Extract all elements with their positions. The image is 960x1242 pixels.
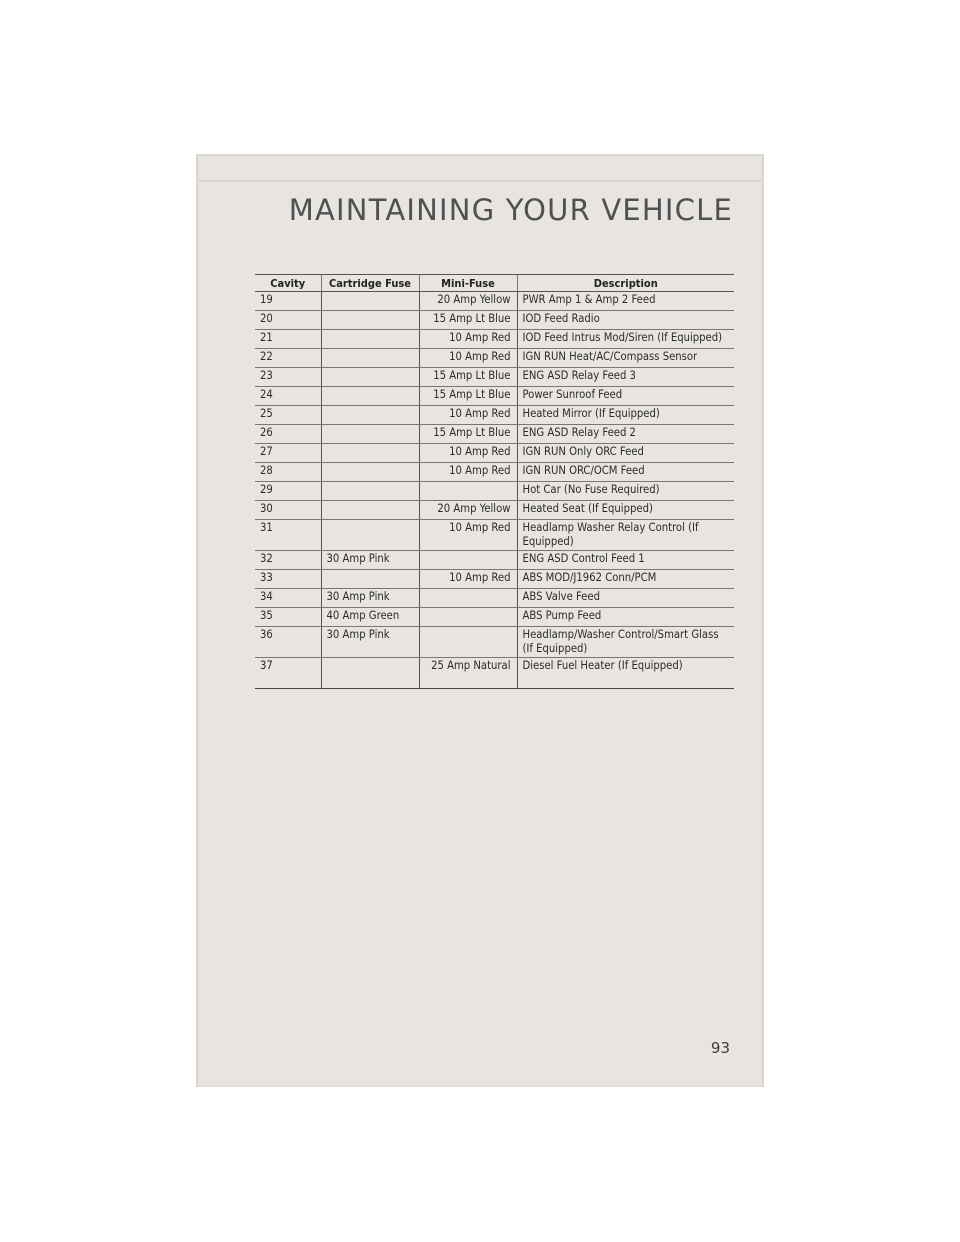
description-cell: Heated Seat (If Equipped)	[517, 501, 734, 520]
mini-fuse-cell: 15 Amp Lt Blue	[419, 368, 517, 387]
cartridge-fuse-cell	[321, 349, 419, 368]
table-row	[255, 501, 734, 520]
cartridge-fuse-cell: 30 Amp Pink	[321, 589, 419, 608]
mini-fuse-cell: 25 Amp Natural	[419, 658, 517, 689]
cartridge-fuse-cell	[321, 444, 419, 463]
description-cell: ABS Pump Feed	[517, 608, 734, 627]
description-cell: Headlamp Washer Relay Control (If Equipped)	[517, 520, 734, 551]
page-edge-right	[762, 155, 763, 1086]
mini-fuse-cell: 10 Amp Red	[419, 463, 517, 482]
cavity-cell: 23	[255, 368, 321, 387]
cavity-cell: 22	[255, 349, 321, 368]
table-row	[255, 406, 734, 425]
description-cell: Power Sunroof Feed	[517, 387, 734, 406]
fuse-table-body	[255, 292, 734, 689]
mini-fuse-cell: 20 Amp Yellow	[419, 501, 517, 520]
table-header-row	[255, 275, 734, 292]
description-cell: PWR Amp 1 & Amp 2 Feed	[517, 292, 734, 311]
cavity-cell: 36	[255, 627, 321, 658]
cartridge-fuse-cell	[321, 311, 419, 330]
table-row	[255, 425, 734, 444]
mini-fuse-cell: 15 Amp Lt Blue	[419, 387, 517, 406]
table-row	[255, 589, 734, 608]
mini-fuse-cell: 10 Amp Red	[419, 520, 517, 551]
cartridge-fuse-cell: 30 Amp Pink	[321, 551, 419, 570]
cartridge-fuse-cell	[321, 463, 419, 482]
cavity-cell: 35	[255, 608, 321, 627]
description-cell: ENG ASD Relay Feed 3	[517, 368, 734, 387]
cavity-cell: 24	[255, 387, 321, 406]
cavity-cell: 28	[255, 463, 321, 482]
cavity-cell: 20	[255, 311, 321, 330]
cavity-cell: 29	[255, 482, 321, 501]
mini-fuse-cell	[419, 482, 517, 501]
table-row	[255, 551, 734, 570]
mini-fuse-cell: 10 Amp Red	[419, 349, 517, 368]
description-cell: ABS MOD/J1962 Conn/PCM	[517, 570, 734, 589]
mini-fuse-cell	[419, 608, 517, 627]
cartridge-fuse-cell	[321, 330, 419, 349]
description-cell: Headlamp/Washer Control/Smart Glass (If Equipped)	[517, 627, 734, 658]
cartridge-fuse-cell	[321, 406, 419, 425]
cavity-cell: 33	[255, 570, 321, 589]
table-row	[255, 482, 734, 501]
description-cell: Diesel Fuel Heater (If Equipped)	[517, 658, 734, 689]
mini-fuse-cell	[419, 627, 517, 658]
column-header-description: Description	[517, 275, 734, 292]
description-cell: IOD Feed Radio	[517, 311, 734, 330]
mini-fuse-cell: 10 Amp Red	[419, 330, 517, 349]
section-title: MAINTAINING YOUR VEHICLE	[288, 193, 733, 227]
cavity-cell: 32	[255, 551, 321, 570]
column-header-cartridge-fuse: Cartridge Fuse	[321, 275, 419, 292]
cartridge-fuse-cell	[321, 658, 419, 689]
table-row	[255, 387, 734, 406]
cartridge-fuse-cell	[321, 520, 419, 551]
description-cell: ENG ASD Control Feed 1	[517, 551, 734, 570]
table-row	[255, 368, 734, 387]
mini-fuse-cell: 10 Amp Red	[419, 406, 517, 425]
description-cell: IOD Feed Intrus Mod/Siren (If Equipped)	[517, 330, 734, 349]
cartridge-fuse-cell	[321, 501, 419, 520]
cartridge-fuse-cell	[321, 368, 419, 387]
mini-fuse-cell: 15 Amp Lt Blue	[419, 425, 517, 444]
cartridge-fuse-cell: 40 Amp Green	[321, 608, 419, 627]
table-row	[255, 292, 734, 311]
table-row	[255, 349, 734, 368]
cartridge-fuse-cell: 30 Amp Pink	[321, 627, 419, 658]
cavity-cell: 21	[255, 330, 321, 349]
table-row	[255, 463, 734, 482]
column-header-cavity: Cavity	[255, 275, 321, 292]
fuse-table	[255, 274, 734, 689]
table-row	[255, 330, 734, 349]
cartridge-fuse-cell	[321, 570, 419, 589]
mini-fuse-cell: 20 Amp Yellow	[419, 292, 517, 311]
column-header-mini-fuse: Mini-Fuse	[419, 275, 517, 292]
cavity-cell: 26	[255, 425, 321, 444]
cartridge-fuse-cell	[321, 292, 419, 311]
description-cell: ABS Valve Feed	[517, 589, 734, 608]
manual-page	[197, 155, 763, 1086]
cavity-cell: 34	[255, 589, 321, 608]
description-cell: Heated Mirror (If Equipped)	[517, 406, 734, 425]
table-row	[255, 658, 734, 689]
cavity-cell: 30	[255, 501, 321, 520]
description-cell: IGN RUN Only ORC Feed	[517, 444, 734, 463]
mini-fuse-cell: 15 Amp Lt Blue	[419, 311, 517, 330]
page-number: 93	[710, 1039, 730, 1057]
mini-fuse-cell	[419, 589, 517, 608]
description-cell: IGN RUN Heat/AC/Compass Sensor	[517, 349, 734, 368]
description-cell: ENG ASD Relay Feed 2	[517, 425, 734, 444]
cavity-cell: 31	[255, 520, 321, 551]
mini-fuse-cell: 10 Amp Red	[419, 444, 517, 463]
cartridge-fuse-cell	[321, 387, 419, 406]
cartridge-fuse-cell	[321, 482, 419, 501]
table-row	[255, 627, 734, 658]
cavity-cell: 25	[255, 406, 321, 425]
table-row	[255, 608, 734, 627]
description-cell: Hot Car (No Fuse Required)	[517, 482, 734, 501]
page-edge-left	[197, 155, 198, 1086]
table-row	[255, 311, 734, 330]
header-rule	[197, 180, 763, 182]
table-row	[255, 444, 734, 463]
table-row	[255, 520, 734, 551]
cavity-cell: 37	[255, 658, 321, 689]
cavity-cell: 27	[255, 444, 321, 463]
table-row	[255, 570, 734, 589]
page-header	[197, 155, 763, 226]
cavity-cell: 19	[255, 292, 321, 311]
mini-fuse-cell	[419, 551, 517, 570]
cartridge-fuse-cell	[321, 425, 419, 444]
mini-fuse-cell: 10 Amp Red	[419, 570, 517, 589]
description-cell: IGN RUN ORC/OCM Feed	[517, 463, 734, 482]
